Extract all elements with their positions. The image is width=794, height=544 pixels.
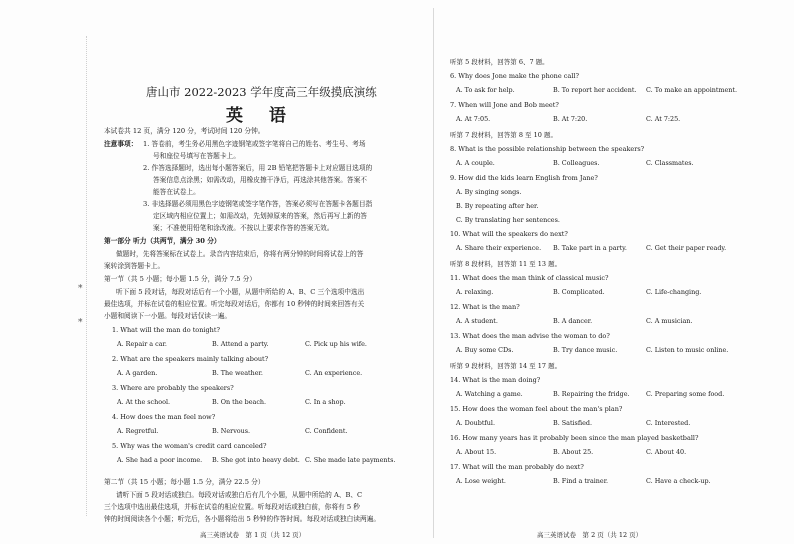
question-stem: 3. Where are probably the speakers? [112, 384, 234, 392]
notes-label: 注意事项： [104, 140, 138, 148]
section-desc: 小题和阅读下一小题。每段对话仅读一遍。 [104, 312, 232, 320]
option-b: B. Find a trainer. [553, 477, 609, 485]
question-stem: 14. What is the man doing? [450, 376, 541, 384]
option-a: A. Repair a car. [117, 340, 167, 348]
section-desc: 请听下面 5 段对话或独白。每段对话或独白后有几个小题，从题中所给的 A、B、C [116, 491, 363, 499]
option-b: B. Satisfied. [553, 419, 593, 427]
question-stem: 10. What will the speakers do next? [450, 230, 568, 238]
section-desc: 三个选项中选出最佳选项，并标在试卷的相应位置。听每段对话或独白前，你将有 5 秒 [104, 503, 360, 511]
option-b: B. Attend a party. [212, 340, 269, 348]
option-b: B. By repeating after her. [456, 202, 539, 210]
option-c: C. A musician. [646, 317, 693, 325]
option-a: A. To ask for help. [456, 86, 515, 94]
section-desc: 听下面 5 段对话，每段对话后有一个小题，从题中所给的 A、B、C 三个选项中选出 [116, 288, 365, 296]
option-c: C. In a shop. [305, 398, 346, 406]
binding-mark: * [78, 318, 83, 328]
option-c: C. Interested. [646, 419, 691, 427]
note-line: 案；不准使用铅笔和涂改液。不按以上要求作答的答案无效。 [153, 224, 334, 232]
option-a: A. Doubtful. [456, 419, 495, 427]
note-line: 号和座位号填写在答题卡上。 [153, 152, 240, 160]
option-a: A. relaxing. [456, 288, 494, 296]
option-a: A. About 15. [456, 448, 497, 456]
option-b: B. Complicated. [553, 288, 605, 296]
option-c: C. An experience. [305, 369, 363, 377]
question-stem: 4. How does the man feel now? [112, 413, 216, 421]
note-line: 3. 非选择题必须用黑色字迹钢笔或签字笔作答，答案必须写在答题卡各题目指 [143, 200, 373, 208]
note-line: 定区域内相应位置上；如需改动，先划掉原来的答案，然后再写上新的答 [153, 212, 367, 220]
option-b: B. Repairing the fridge. [553, 390, 630, 398]
question-stem: 15. How does the woman feel about the man's plan? [450, 405, 623, 413]
option-c: C. To make an appointment. [646, 86, 738, 94]
option-c: C. At 7:25. [646, 115, 681, 123]
option-b: B. On the beach. [212, 398, 267, 406]
option-c: C. Have a check-up. [646, 477, 711, 485]
option-a: A. By singing songs. [456, 188, 522, 196]
option-c: C. Classmates. [646, 159, 694, 167]
note-line: 能答在试卷上。 [153, 188, 200, 196]
note-line: 答案信息点涂黑；如需改动，用橡皮擦干净后，再选涂其他答案。答案不 [153, 176, 367, 184]
question-stem: 9. How did the kids learn English from Jane? [450, 174, 598, 182]
option-a: A. Lose weight. [456, 477, 506, 485]
question-stem: 12. What is the man? [450, 303, 520, 311]
subject-title: 英 语 [226, 106, 296, 126]
option-a: A. Buy some CDs. [456, 346, 514, 354]
option-a: A. Regretful. [117, 427, 159, 435]
material-heading: 听第 9 段材料，回答第 14 至 17 题。 [450, 362, 562, 370]
question-stem: 7. When will Jone and Bob meet? [450, 101, 559, 109]
binding-mark: * [78, 284, 83, 294]
question-stem: 13. What does the man advise the woman to do? [450, 332, 610, 340]
part-desc: 做题时，先将答案标在试卷上。录音内容结束后，你将有两分钟的时间将试卷上的答 [116, 250, 364, 258]
question-stem: 16. How many years has it probably been since the man played basketball? [450, 434, 699, 442]
option-b: B. Take part in a party. [553, 244, 627, 252]
option-a: A. A couple. [456, 159, 495, 167]
material-heading: 听第 5 段材料，回答第 6、7 题。 [450, 58, 549, 66]
exam-title: 唐山市 2022-2023 学年度高三年级摸底演练 [146, 85, 377, 99]
option-b: B. To report her accident. [553, 86, 637, 94]
question-stem: 2. What are the speakers mainly talking about? [112, 355, 269, 363]
option-c: C. She made late payments. [305, 456, 396, 464]
option-c: C. Pick up his wife. [305, 340, 367, 348]
section-heading: 第一节（共 5 小题；每小题 1.5 分，满分 7.5 分） [104, 275, 256, 283]
option-a: A. Watching a game. [456, 390, 523, 398]
page-divider [433, 8, 434, 538]
question-stem: 8. What is the possible relationship between the speakers? [450, 145, 645, 153]
option-b: B. About 25. [553, 448, 594, 456]
option-a: A. She had a poor income. [117, 456, 203, 464]
option-b: B. Try dance music. [553, 346, 618, 354]
question-stem: 6. Why does Jone make the phone call? [450, 72, 579, 80]
section-heading: 第二节（共 15 小题；每小题 1.5 分，满分 22.5 分） [104, 478, 265, 486]
option-b: B. Nervous. [212, 427, 251, 435]
question-stem: 5. Why was the woman's credit card canceled? [112, 442, 267, 450]
question-stem: 17. What will the man probably do next? [450, 463, 584, 471]
option-b: B. A dancer. [553, 317, 593, 325]
option-a: A. At 7:05. [456, 115, 491, 123]
option-c: C. By translating her sentences. [456, 216, 560, 224]
option-a: A. A garden. [117, 369, 158, 377]
question-stem: 11. What does the man think of classical music? [450, 274, 609, 282]
option-c: C. Preparing some food. [646, 390, 725, 398]
section-desc: 最佳选项，并标在试卷的相应位置。听完每段对话后，你都有 10 秒钟的时间来回答有关 [104, 300, 365, 308]
section-desc: 钟的时间阅读各个小题；听完后，各小题将给出 5 秒钟的作答时间。每段对话或独白读两遍。 [104, 515, 381, 523]
note-line: 1. 答卷前，考生务必用黑色字迹钢笔或签字笔将自己的姓名、考生号、考场 [143, 140, 366, 148]
option-c: C. Life-changing. [646, 288, 702, 296]
option-c: C. Listen to music online. [646, 346, 729, 354]
binding-line [86, 36, 88, 516]
part-desc: 案转涂到答题卡上。 [104, 262, 165, 270]
option-c: C. About 40. [646, 448, 687, 456]
option-a: A. At the school. [117, 398, 171, 406]
page-footer: 高三英语试卷 第 2 页（共 12 页） [537, 531, 643, 539]
option-b: B. Colleagues. [553, 159, 600, 167]
option-a: A. Share their experience. [456, 244, 542, 252]
option-b: B. The weather. [212, 369, 263, 377]
option-b: B. She got into heavy debt. [212, 456, 300, 464]
page-footer: 高三英语试卷 第 1 页（共 12 页） [200, 531, 306, 539]
option-b: B. At 7:20. [553, 115, 588, 123]
material-heading: 听第 8 段材料，回答第 11 至 13 题。 [450, 260, 562, 268]
note-line: 2. 作答选择题时，选出每小题答案后，用 2B 铅笔把答题卡上对应题目选项的 [143, 164, 373, 172]
option-c: C. Get their paper ready. [646, 244, 727, 252]
option-c: C. Confident. [305, 427, 348, 435]
question-stem: 1. What will the man do tonight? [112, 326, 220, 334]
material-heading: 听第 7 段材料，回答第 8 至 10 题。 [450, 131, 557, 139]
exam-intro: 本试卷共 12 页，满分 120 分，考试时间 120 分钟。 [104, 127, 265, 135]
option-a: A. A student. [456, 317, 498, 325]
part-heading: 第一部分 听力（共两节，满分 30 分） [104, 237, 221, 245]
